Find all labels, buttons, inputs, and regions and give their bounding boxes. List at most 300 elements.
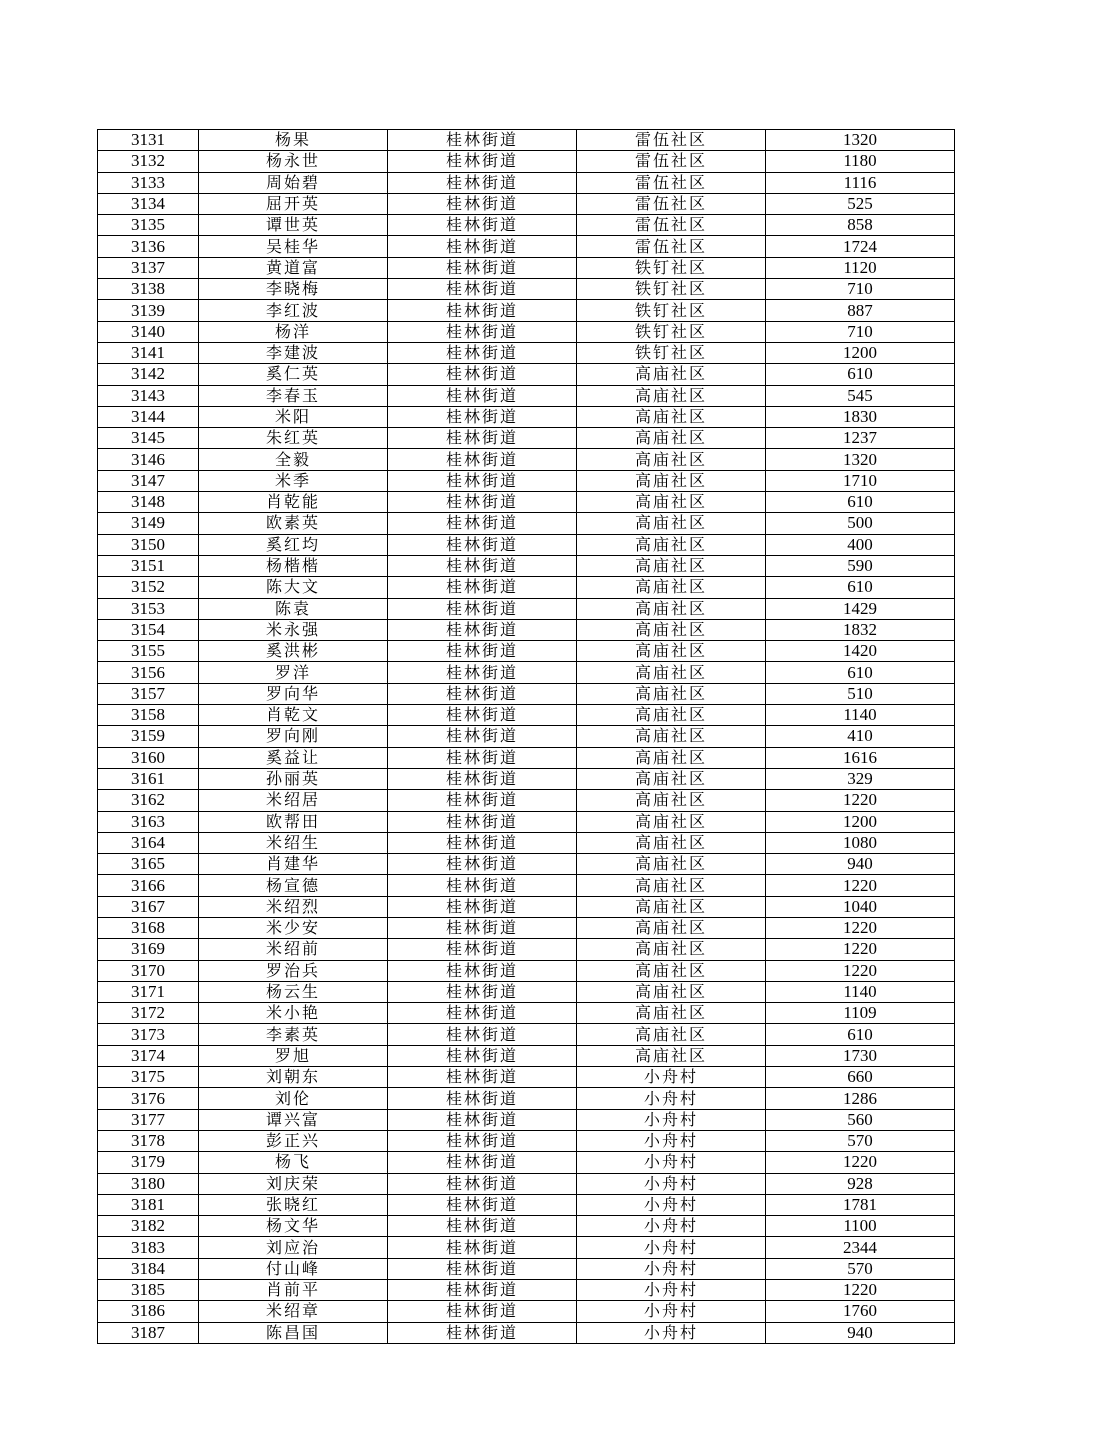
community-cell: 高庙社区 [577, 577, 766, 598]
row-number-cell: 3135 [98, 215, 199, 236]
row-number-cell: 3160 [98, 747, 199, 768]
amount-cell: 2344 [766, 1237, 955, 1258]
amount-cell: 570 [766, 1258, 955, 1279]
row-number-cell: 3153 [98, 598, 199, 619]
table-row [98, 811, 955, 832]
row-number-cell: 3141 [98, 342, 199, 363]
community-cell: 高庙社区 [577, 641, 766, 662]
amount-cell: 1220 [766, 917, 955, 938]
street-cell: 桂林街道 [388, 1280, 577, 1301]
community-cell: 高庙社区 [577, 1045, 766, 1066]
amount-cell: 1320 [766, 449, 955, 470]
community-cell: 小舟村 [577, 1280, 766, 1301]
community-cell: 雷伍社区 [577, 172, 766, 193]
row-number-cell: 3184 [98, 1258, 199, 1279]
row-number-cell: 3185 [98, 1280, 199, 1301]
community-cell: 小舟村 [577, 1237, 766, 1258]
name-cell: 陈昌国 [199, 1322, 388, 1343]
table-row [98, 534, 955, 555]
street-cell: 桂林街道 [388, 641, 577, 662]
amount-cell: 1830 [766, 406, 955, 427]
amount-cell: 858 [766, 215, 955, 236]
community-cell: 小舟村 [577, 1194, 766, 1215]
name-cell: 黄道富 [199, 257, 388, 278]
name-cell: 罗向刚 [199, 726, 388, 747]
row-number-cell: 3134 [98, 193, 199, 214]
community-cell: 高庙社区 [577, 364, 766, 385]
name-cell: 杨飞 [199, 1152, 388, 1173]
community-cell: 雷伍社区 [577, 236, 766, 257]
table-row [98, 683, 955, 704]
name-cell: 吴桂华 [199, 236, 388, 257]
street-cell: 桂林街道 [388, 577, 577, 598]
amount-cell: 1120 [766, 257, 955, 278]
amount-cell: 400 [766, 534, 955, 555]
name-cell: 李春玉 [199, 385, 388, 406]
table-row [98, 257, 955, 278]
name-cell: 陈大文 [199, 577, 388, 598]
table-row [98, 854, 955, 875]
amount-cell: 1200 [766, 342, 955, 363]
community-cell: 高庙社区 [577, 513, 766, 534]
community-cell: 铁钉社区 [577, 279, 766, 300]
community-cell: 高庙社区 [577, 683, 766, 704]
community-cell: 高庙社区 [577, 555, 766, 576]
name-cell: 米绍居 [199, 790, 388, 811]
name-cell: 奚仁英 [199, 364, 388, 385]
amount-cell: 610 [766, 1024, 955, 1045]
name-cell: 全毅 [199, 449, 388, 470]
street-cell: 桂林街道 [388, 236, 577, 257]
community-cell: 高庙社区 [577, 470, 766, 491]
row-number-cell: 3149 [98, 513, 199, 534]
amount-cell: 590 [766, 555, 955, 576]
street-cell: 桂林街道 [388, 151, 577, 172]
row-number-cell: 3157 [98, 683, 199, 704]
community-cell: 小舟村 [577, 1067, 766, 1088]
community-cell: 高庙社区 [577, 747, 766, 768]
name-cell: 杨果 [199, 130, 388, 151]
name-cell: 奚益让 [199, 747, 388, 768]
community-cell: 高庙社区 [577, 768, 766, 789]
amount-cell: 1140 [766, 981, 955, 1002]
row-number-cell: 3155 [98, 641, 199, 662]
row-number-cell: 3131 [98, 130, 199, 151]
name-cell: 朱红英 [199, 428, 388, 449]
street-cell: 桂林街道 [388, 790, 577, 811]
community-cell: 小舟村 [577, 1109, 766, 1130]
community-cell: 高庙社区 [577, 917, 766, 938]
table-row [98, 790, 955, 811]
amount-cell: 1781 [766, 1194, 955, 1215]
table-row [98, 981, 955, 1002]
amount-cell: 1116 [766, 172, 955, 193]
community-cell: 小舟村 [577, 1130, 766, 1151]
amount-cell: 940 [766, 854, 955, 875]
community-cell: 高庙社区 [577, 534, 766, 555]
row-number-cell: 3136 [98, 236, 199, 257]
street-cell: 桂林街道 [388, 705, 577, 726]
table-row [98, 726, 955, 747]
street-cell: 桂林街道 [388, 832, 577, 853]
amount-cell: 660 [766, 1067, 955, 1088]
table-row [98, 130, 955, 151]
name-cell: 周始碧 [199, 172, 388, 193]
row-number-cell: 3140 [98, 321, 199, 342]
row-number-cell: 3175 [98, 1067, 199, 1088]
row-number-cell: 3181 [98, 1194, 199, 1215]
community-cell: 高庙社区 [577, 449, 766, 470]
community-cell: 小舟村 [577, 1152, 766, 1173]
street-cell: 桂林街道 [388, 257, 577, 278]
street-cell: 桂林街道 [388, 385, 577, 406]
name-cell: 罗旭 [199, 1045, 388, 1066]
amount-cell: 1220 [766, 1280, 955, 1301]
table-row [98, 1045, 955, 1066]
row-number-cell: 3173 [98, 1024, 199, 1045]
row-number-cell: 3164 [98, 832, 199, 853]
community-cell: 高庙社区 [577, 854, 766, 875]
community-cell: 高庙社区 [577, 406, 766, 427]
row-number-cell: 3161 [98, 768, 199, 789]
street-cell: 桂林街道 [388, 321, 577, 342]
amount-cell: 545 [766, 385, 955, 406]
row-number-cell: 3163 [98, 811, 199, 832]
row-number-cell: 3177 [98, 1109, 199, 1130]
street-cell: 桂林街道 [388, 1237, 577, 1258]
amount-cell: 610 [766, 662, 955, 683]
row-number-cell: 3144 [98, 406, 199, 427]
amount-cell: 1100 [766, 1216, 955, 1237]
community-cell: 高庙社区 [577, 598, 766, 619]
street-cell: 桂林街道 [388, 300, 577, 321]
name-cell: 屈开英 [199, 193, 388, 214]
community-cell: 雷伍社区 [577, 130, 766, 151]
amount-cell: 560 [766, 1109, 955, 1130]
name-cell: 欧帮田 [199, 811, 388, 832]
table-row [98, 279, 955, 300]
amount-cell: 1040 [766, 896, 955, 917]
table-row [98, 406, 955, 427]
amount-cell: 610 [766, 364, 955, 385]
amount-cell: 1710 [766, 470, 955, 491]
row-number-cell: 3178 [98, 1130, 199, 1151]
street-cell: 桂林街道 [388, 1003, 577, 1024]
amount-cell: 1220 [766, 939, 955, 960]
community-cell: 雷伍社区 [577, 215, 766, 236]
amount-cell: 329 [766, 768, 955, 789]
table-row [98, 939, 955, 960]
table-row [98, 151, 955, 172]
amount-cell: 1220 [766, 875, 955, 896]
table-row [98, 875, 955, 896]
table-row [98, 1173, 955, 1194]
street-cell: 桂林街道 [388, 215, 577, 236]
street-cell: 桂林街道 [388, 449, 577, 470]
table-row [98, 193, 955, 214]
row-number-cell: 3145 [98, 428, 199, 449]
name-cell: 彭正兴 [199, 1130, 388, 1151]
amount-cell: 1320 [766, 130, 955, 151]
name-cell: 杨洋 [199, 321, 388, 342]
table-row [98, 470, 955, 491]
amount-cell: 500 [766, 513, 955, 534]
table-row [98, 1194, 955, 1215]
street-cell: 桂林街道 [388, 1258, 577, 1279]
name-cell: 谭世英 [199, 215, 388, 236]
row-number-cell: 3143 [98, 385, 199, 406]
street-cell: 桂林街道 [388, 1109, 577, 1130]
table-row [98, 1003, 955, 1024]
amount-cell: 1109 [766, 1003, 955, 1024]
amount-cell: 1286 [766, 1088, 955, 1109]
table-row [98, 1216, 955, 1237]
community-cell: 铁钉社区 [577, 342, 766, 363]
table-row [98, 513, 955, 534]
name-cell: 肖前平 [199, 1280, 388, 1301]
street-cell: 桂林街道 [388, 364, 577, 385]
row-number-cell: 3152 [98, 577, 199, 598]
community-cell: 小舟村 [577, 1322, 766, 1343]
name-cell: 李建波 [199, 342, 388, 363]
table-row [98, 172, 955, 193]
amount-cell: 1220 [766, 960, 955, 981]
amount-cell: 1080 [766, 832, 955, 853]
row-number-cell: 3182 [98, 1216, 199, 1237]
table-row [98, 641, 955, 662]
name-cell: 米绍生 [199, 832, 388, 853]
name-cell: 奚红均 [199, 534, 388, 555]
amount-cell: 1429 [766, 598, 955, 619]
table-row [98, 832, 955, 853]
amount-cell: 1760 [766, 1301, 955, 1322]
row-number-cell: 3170 [98, 960, 199, 981]
amount-cell: 570 [766, 1130, 955, 1151]
amount-cell: 940 [766, 1322, 955, 1343]
table-row [98, 449, 955, 470]
street-cell: 桂林街道 [388, 1173, 577, 1194]
row-number-cell: 3139 [98, 300, 199, 321]
table-row [98, 1152, 955, 1173]
row-number-cell: 3137 [98, 257, 199, 278]
table-row [98, 1088, 955, 1109]
amount-cell: 1200 [766, 811, 955, 832]
community-cell: 高庙社区 [577, 896, 766, 917]
street-cell: 桂林街道 [388, 172, 577, 193]
table-row [98, 555, 955, 576]
table-row [98, 428, 955, 449]
table-row [98, 1280, 955, 1301]
table-body [98, 130, 955, 1344]
street-cell: 桂林街道 [388, 854, 577, 875]
row-number-cell: 3165 [98, 854, 199, 875]
row-number-cell: 3171 [98, 981, 199, 1002]
table-row [98, 342, 955, 363]
amount-cell: 1180 [766, 151, 955, 172]
name-cell: 刘应治 [199, 1237, 388, 1258]
street-cell: 桂林街道 [388, 960, 577, 981]
community-cell: 雷伍社区 [577, 193, 766, 214]
row-number-cell: 3142 [98, 364, 199, 385]
community-cell: 高庙社区 [577, 428, 766, 449]
row-number-cell: 3167 [98, 896, 199, 917]
name-cell: 李素英 [199, 1024, 388, 1045]
name-cell: 张晓红 [199, 1194, 388, 1215]
street-cell: 桂林街道 [388, 470, 577, 491]
name-cell: 米绍烈 [199, 896, 388, 917]
community-cell: 小舟村 [577, 1216, 766, 1237]
table-row [98, 321, 955, 342]
community-cell: 高庙社区 [577, 875, 766, 896]
amount-cell: 1237 [766, 428, 955, 449]
name-cell: 杨云生 [199, 981, 388, 1002]
community-cell: 高庙社区 [577, 790, 766, 811]
amount-cell: 1616 [766, 747, 955, 768]
community-cell: 高庙社区 [577, 981, 766, 1002]
amount-cell: 1140 [766, 705, 955, 726]
community-cell: 高庙社区 [577, 662, 766, 683]
table-row [98, 896, 955, 917]
row-number-cell: 3162 [98, 790, 199, 811]
table-row [98, 747, 955, 768]
name-cell: 欧素英 [199, 513, 388, 534]
street-cell: 桂林街道 [388, 662, 577, 683]
row-number-cell: 3158 [98, 705, 199, 726]
community-cell: 高庙社区 [577, 705, 766, 726]
table-row [98, 598, 955, 619]
name-cell: 谭兴富 [199, 1109, 388, 1130]
name-cell: 米小艳 [199, 1003, 388, 1024]
row-number-cell: 3148 [98, 492, 199, 513]
table-row [98, 768, 955, 789]
street-cell: 桂林街道 [388, 619, 577, 640]
row-number-cell: 3180 [98, 1173, 199, 1194]
community-cell: 高庙社区 [577, 960, 766, 981]
row-number-cell: 3174 [98, 1045, 199, 1066]
street-cell: 桂林街道 [388, 193, 577, 214]
community-cell: 铁钉社区 [577, 300, 766, 321]
table-row [98, 960, 955, 981]
row-number-cell: 3187 [98, 1322, 199, 1343]
street-cell: 桂林街道 [388, 428, 577, 449]
community-cell: 高庙社区 [577, 619, 766, 640]
amount-cell: 710 [766, 279, 955, 300]
row-number-cell: 3166 [98, 875, 199, 896]
street-cell: 桂林街道 [388, 406, 577, 427]
row-number-cell: 3156 [98, 662, 199, 683]
community-cell: 雷伍社区 [577, 151, 766, 172]
amount-cell: 1220 [766, 790, 955, 811]
name-cell: 杨文华 [199, 1216, 388, 1237]
row-number-cell: 3169 [98, 939, 199, 960]
table-row [98, 917, 955, 938]
name-cell: 罗洋 [199, 662, 388, 683]
table-row [98, 300, 955, 321]
amount-cell: 1724 [766, 236, 955, 257]
table-row [98, 662, 955, 683]
name-cell: 刘庆荣 [199, 1173, 388, 1194]
name-cell: 肖乾文 [199, 705, 388, 726]
street-cell: 桂林街道 [388, 1152, 577, 1173]
name-cell: 米少安 [199, 917, 388, 938]
amount-cell: 1832 [766, 619, 955, 640]
name-cell: 米季 [199, 470, 388, 491]
street-cell: 桂林街道 [388, 896, 577, 917]
row-number-cell: 3172 [98, 1003, 199, 1024]
name-cell: 罗治兵 [199, 960, 388, 981]
table-row [98, 619, 955, 640]
row-number-cell: 3154 [98, 619, 199, 640]
table-row [98, 1024, 955, 1045]
row-number-cell: 3146 [98, 449, 199, 470]
table-row [98, 364, 955, 385]
amount-cell: 410 [766, 726, 955, 747]
amount-cell: 1420 [766, 641, 955, 662]
community-cell: 铁钉社区 [577, 257, 766, 278]
name-cell: 刘伦 [199, 1088, 388, 1109]
name-cell: 米绍前 [199, 939, 388, 960]
street-cell: 桂林街道 [388, 1216, 577, 1237]
row-number-cell: 3186 [98, 1301, 199, 1322]
name-cell: 奚洪彬 [199, 641, 388, 662]
street-cell: 桂林街道 [388, 939, 577, 960]
name-cell: 杨永世 [199, 151, 388, 172]
row-number-cell: 3151 [98, 555, 199, 576]
street-cell: 桂林街道 [388, 598, 577, 619]
row-number-cell: 3183 [98, 1237, 199, 1258]
community-cell: 高庙社区 [577, 939, 766, 960]
table-row [98, 577, 955, 598]
street-cell: 桂林街道 [388, 981, 577, 1002]
street-cell: 桂林街道 [388, 747, 577, 768]
street-cell: 桂林街道 [388, 1024, 577, 1045]
name-cell: 米绍章 [199, 1301, 388, 1322]
community-cell: 高庙社区 [577, 1024, 766, 1045]
table-row [98, 705, 955, 726]
street-cell: 桂林街道 [388, 1194, 577, 1215]
table-row [98, 1258, 955, 1279]
community-cell: 小舟村 [577, 1173, 766, 1194]
table-row [98, 1301, 955, 1322]
street-cell: 桂林街道 [388, 534, 577, 555]
row-number-cell: 3132 [98, 151, 199, 172]
street-cell: 桂林街道 [388, 492, 577, 513]
street-cell: 桂林街道 [388, 1322, 577, 1343]
street-cell: 桂林街道 [388, 342, 577, 363]
community-cell: 小舟村 [577, 1301, 766, 1322]
table-row [98, 1109, 955, 1130]
row-number-cell: 3150 [98, 534, 199, 555]
row-number-cell: 3138 [98, 279, 199, 300]
table-row [98, 1067, 955, 1088]
community-cell: 高庙社区 [577, 492, 766, 513]
row-number-cell: 3159 [98, 726, 199, 747]
amount-cell: 710 [766, 321, 955, 342]
community-cell: 高庙社区 [577, 1003, 766, 1024]
street-cell: 桂林街道 [388, 1130, 577, 1151]
table-row [98, 385, 955, 406]
community-cell: 高庙社区 [577, 726, 766, 747]
street-cell: 桂林街道 [388, 811, 577, 832]
amount-cell: 1220 [766, 1152, 955, 1173]
name-cell: 李红波 [199, 300, 388, 321]
data-table [97, 129, 955, 1344]
street-cell: 桂林街道 [388, 513, 577, 534]
street-cell: 桂林街道 [388, 130, 577, 151]
amount-cell: 510 [766, 683, 955, 704]
street-cell: 桂林街道 [388, 279, 577, 300]
name-cell: 肖建华 [199, 854, 388, 875]
